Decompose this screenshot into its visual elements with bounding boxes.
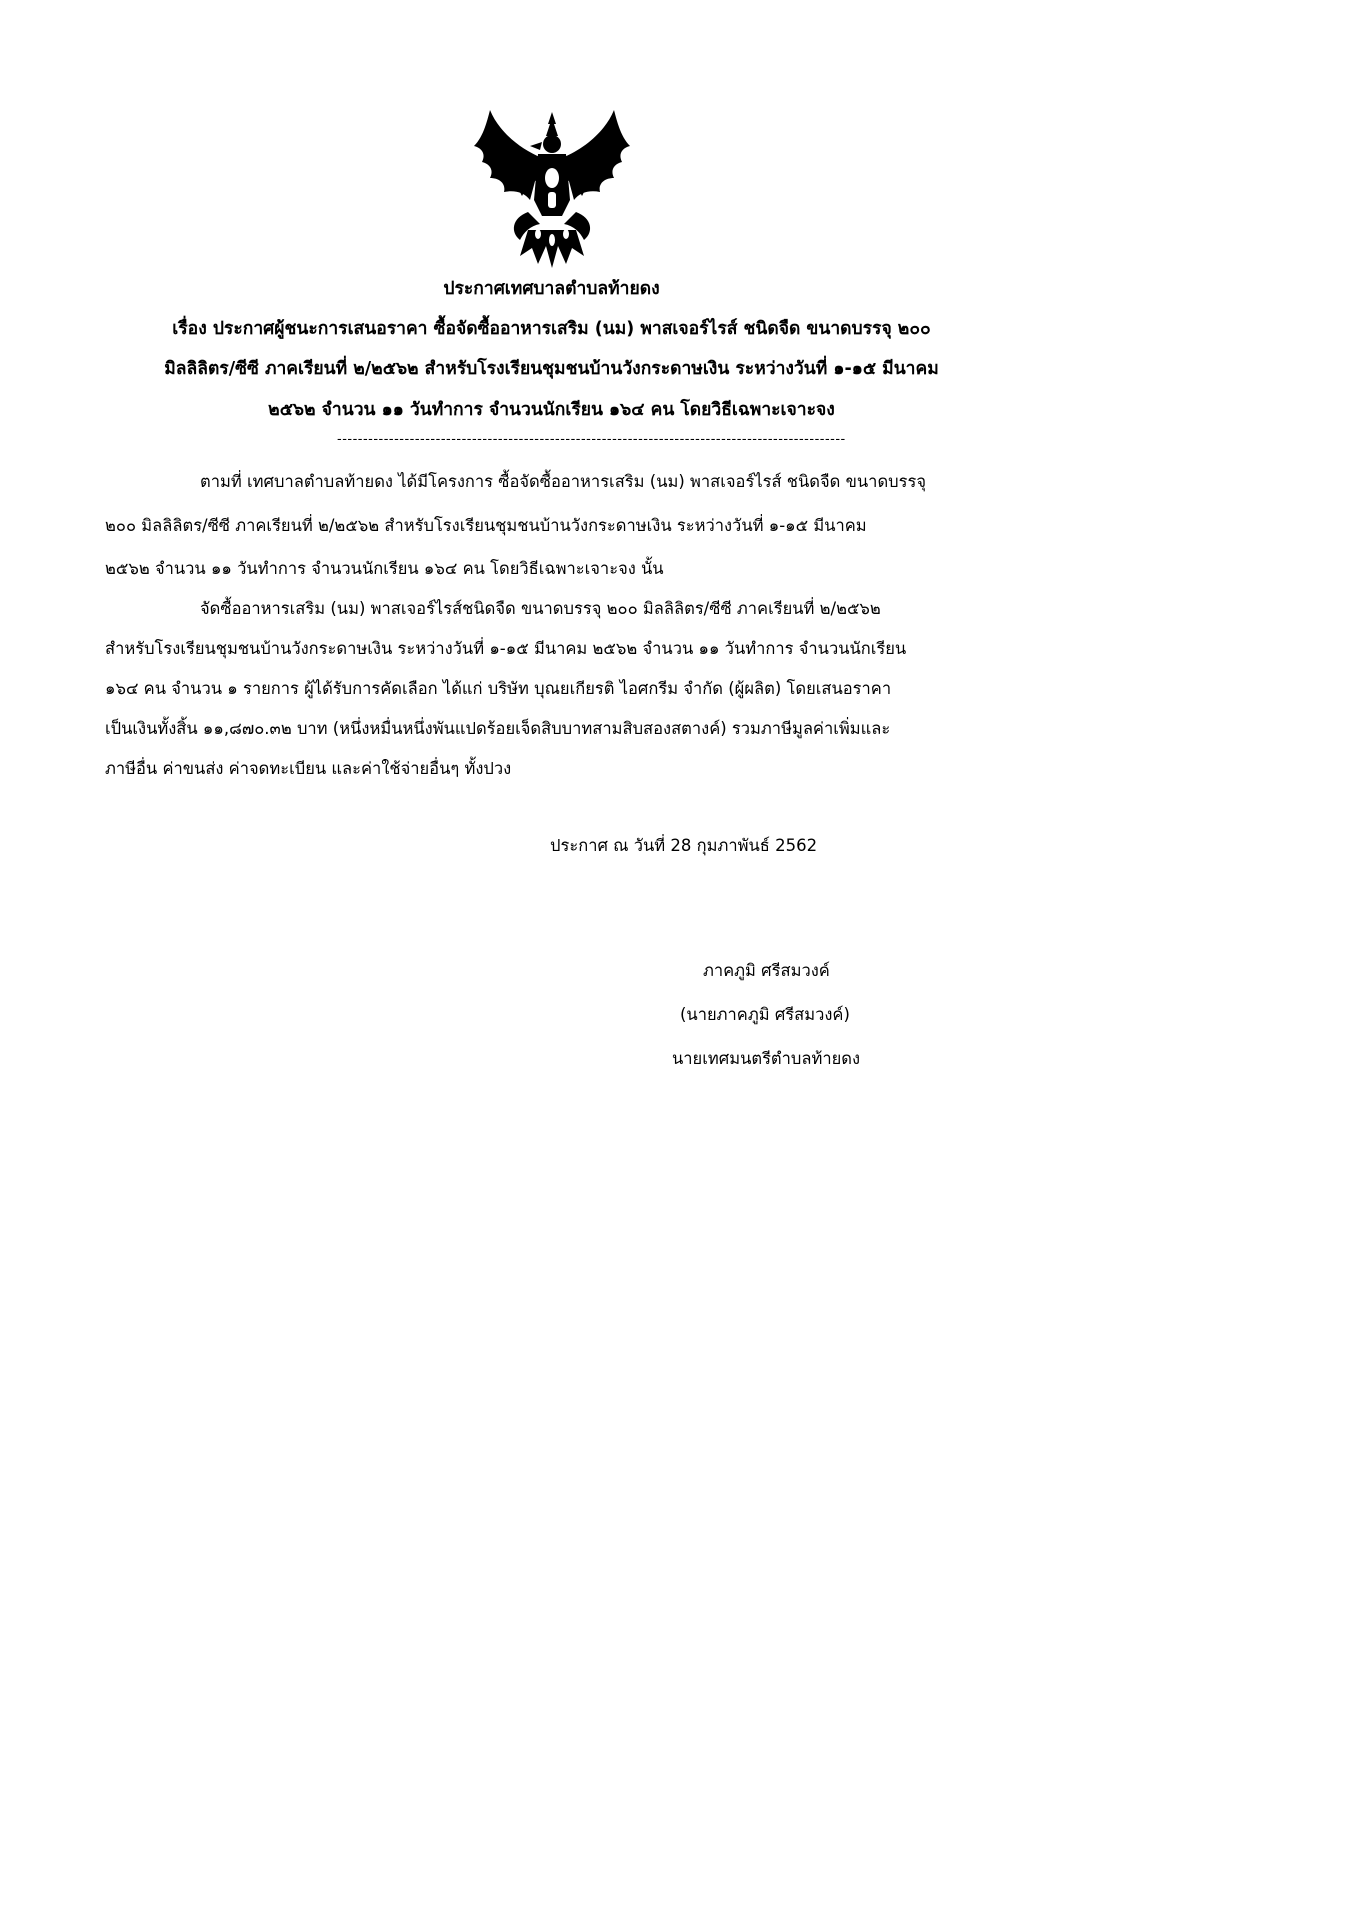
- separator-dashes: --------------------------------------------------------------------------------------------------: [337, 432, 846, 447]
- body-line-7: เป็นเงินทั้งสิ้น ๑๑,๘๗๐.๓๒ บาท (หนึ่งหมื่นหนึ่งพันแปดร้อยเจ็ดสิบบาทสามสิบสองสตางค์) รวมภาษีมูลค่าเพิ่มและ: [105, 719, 891, 738]
- announcement-heading: ประกาศเทศบาลตำบลท้ายดง: [443, 279, 660, 299]
- signatory-full-name: (นายภาคภูมิ ศรีสมวงค์): [680, 1005, 850, 1024]
- body-line-4: จัดซื้ออาหารเสริม (นม) พาสเจอร์ไรส์ชนิดจืด ขนาดบรรจุ ๒๐๐ มิลลิลิตร/ซีซี ภาคเรียนที่ ๒/๒๕๖๒: [200, 599, 881, 618]
- announcement-date: ประกาศ ณ วันที่ 28 กุมภาพันธ์ 2562: [550, 836, 818, 855]
- body-line-6: ๑๖๔ คน จำนวน ๑ รายการ ผู้ได้รับการคัดเลือก ได้แก่ บริษัท บุณยเกียรติ ไอศกรีม จำกัด (ผู้ผลิต) โดยเสนอราคา: [105, 679, 892, 698]
- body-line-8: ภาษีอื่น ค่าขนส่ง ค่าจดทะเบียน และค่าใช้จ่ายอื่นๆ ทั้งปวง: [105, 759, 512, 778]
- body-line-2: ๒๐๐ มิลลิลิตร/ซีซี ภาคเรียนที่ ๒/๒๕๖๒ สำหรับโรงเรียนชุมชนบ้านวังกระดาษเงิน ระหว่างวันที่ ๑-๑๕ มีนาคม: [105, 516, 867, 535]
- signatory-position: นายเทศมนตรีตำบลท้ายดง: [672, 1049, 861, 1068]
- signature-name: ภาคภูมิ ศรีสมวงค์: [703, 961, 830, 980]
- subject-line-2: มิลลิลิตร/ซีซี ภาคเรียนที่ ๒/๒๕๖๒ สำหรับโรงเรียนชุมชนบ้านวังกระดาษเงิน ระหว่างวันที่ ๑-๑๕ มีนาคม: [164, 359, 939, 379]
- subject-line-1: เรื่อง ประกาศผู้ชนะการเสนอราคา ซื้อจัดซื้ออาหารเสริม (นม) พาสเจอร์ไรส์ ชนิดจืด ขนาดบรรจุ ๒๐๐: [172, 319, 931, 339]
- garuda-emblem-icon: [468, 108, 636, 274]
- subject-line-3: ๒๕๖๒ จำนวน ๑๑ วันทำการ จำนวนนักเรียน ๑๖๔ คน โดยวิธีเฉพาะเจาะจง: [268, 400, 835, 420]
- body-line-3: ๒๕๖๒ จำนวน ๑๑ วันทำการ จำนวนนักเรียน ๑๖๔ คน โดยวิธีเฉพาะเจาะจง นั้น: [105, 559, 664, 578]
- body-line-5: สำหรับโรงเรียนชุมชนบ้านวังกระดาษเงิน ระหว่างวันที่ ๑-๑๕ มีนาคม ๒๕๖๒ จำนวน ๑๑ วันทำการ จำนวนนักเรียน: [105, 639, 907, 658]
- body-line-1: ตามที่ เทศบาลตำบลท้ายดง ได้มีโครงการ ซื้อจัดซื้ออาหารเสริม (นม) พาสเจอร์ไรส์ ชนิดจืด ขนาดบรรจุ: [200, 472, 927, 491]
